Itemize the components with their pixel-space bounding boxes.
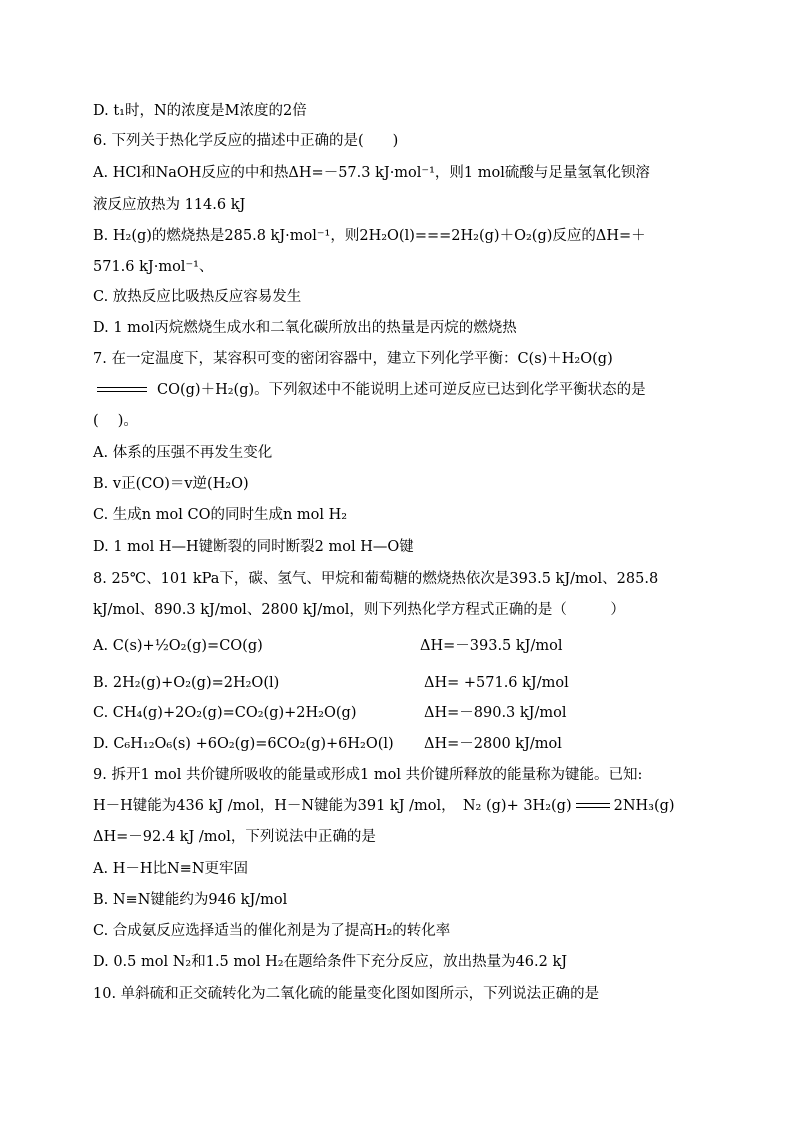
q8-c-enthalpy: ΔH=－890.3 kJ/mol (424, 705, 567, 721)
q8-option-b (93, 673, 569, 693)
q9-option-d: D. 0.5 mol N₂和1.5 mol H₂在题给条件下充分反应，放出热量为46.2 kJ (93, 954, 568, 970)
q8-b-equation: B. 2H₂(g)+O₂(g)=2H₂O(l) (93, 675, 280, 691)
q5-option-d: D. t₁时，N的浓度是M浓度的2倍 (93, 103, 307, 119)
q7-stem-cont: CO(g)＋H₂(g)。下列叙述中不能说明上述可逆反应已达到化学平衡状态的是 (93, 380, 646, 400)
q9-option-a: A. H－H比N≡N更牢固 (93, 861, 249, 877)
q9-stem-enthalpy: ΔH=－92.4 kJ /mol，下列说法中正确的是 (93, 829, 376, 845)
q8-b-enthalpy: ΔH= +571.6 kJ/mol (424, 675, 569, 691)
equilibrium-arrow-icon (93, 384, 151, 396)
q6-option-a: A. HCl和NaOH反应的中和热ΔH=－57.3 kJ·mol⁻¹，则1 mol硫酸与足量氢氧化钡溶 (93, 165, 650, 181)
q8-stem-cont: kJ/mol、890.3 kJ/mol、2800 kJ/mol，则下列热化学方程式正确的是（ ） (93, 602, 625, 618)
q8-option-d (93, 734, 562, 754)
q7-option-d: D. 1 mol H—H键断裂的同时断裂2 mol H—O键 (93, 539, 414, 555)
equilibrium-arrow-icon (574, 800, 612, 812)
q8-d-equation: D. C₆H₁₂O₆(s) +6O₂(g)=6CO₂(g)+6H₂O(l) (93, 736, 394, 752)
q7-option-a: A. 体系的压强不再发生变化 (93, 445, 273, 461)
q7-stem-paren: ( )。 (93, 413, 138, 429)
q8-option-c (93, 703, 567, 723)
q7-option-b: B. v正(CO)＝v逆(H₂O) (93, 476, 249, 492)
q6-stem: 6. 下列关于热化学反应的描述中正确的是( ) (93, 133, 399, 149)
q6-option-d: D. 1 mol丙烷燃烧生成水和二氧化碳所放出的热量是丙烷的燃烧热 (93, 320, 517, 336)
q6-option-c: C. 放热反应比吸热反应容易发生 (93, 289, 302, 305)
q9-stem: 9. 拆开1 mol 共价键所吸收的能量或形成1 mol 共价键所释放的能量称为键能。已知: (93, 767, 643, 783)
q9-option-b: B. N≡N键能约为946 kJ/mol (93, 892, 288, 908)
q9-option-c: C. 合成氨反应选择适当的催化剂是为了提高H₂的转化率 (93, 923, 451, 939)
q7-stem: 7. 在一定温度下，某容积可变的密闭容器中，建立下列化学平衡：C(s)＋H₂O(g) (93, 351, 613, 367)
q8-c-equation: C. CH₄(g)+2O₂(g)=CO₂(g)+2H₂O(g) (93, 705, 357, 721)
q8-a-equation: A. C(s)+½O₂(g)=CO(g) (93, 638, 263, 654)
q6-option-b: B. H₂(g)的燃烧热是285.8 kJ·mol⁻¹，则2H₂O(l)===2H₂(g)＋O₂(g)反应的ΔH=＋ (93, 228, 646, 244)
q6-option-a-cont: 液反应放热为 114.6 kJ (93, 197, 246, 213)
q9-stem-cont: H－H键能为436 kJ /mol，H－N键能为391 kJ /mol， N₂ (g)+ 3H₂(g) 2NH₃(g) (93, 798, 675, 814)
q6-option-b-cont: 571.6 kJ·mol⁻¹、 (93, 259, 214, 275)
q10-stem: 10. 单斜硫和正交硫转化为二氧化硫的能量变化图如图所示，下列说法正确的是 (93, 986, 600, 1002)
q8-a-enthalpy: ΔH=－393.5 kJ/mol (420, 638, 563, 654)
q8-stem: 8. 25℃、101 kPa下，碳、氢气、甲烷和葡萄糖的燃烧热依次是393.5 kJ/mol、285.8 (93, 571, 659, 587)
q8-d-enthalpy: ΔH=－2800 kJ/mol (424, 736, 562, 752)
q7-option-c: C. 生成n mol CO的同时生成n mol H₂ (93, 507, 348, 523)
q8-option-a (93, 636, 563, 656)
